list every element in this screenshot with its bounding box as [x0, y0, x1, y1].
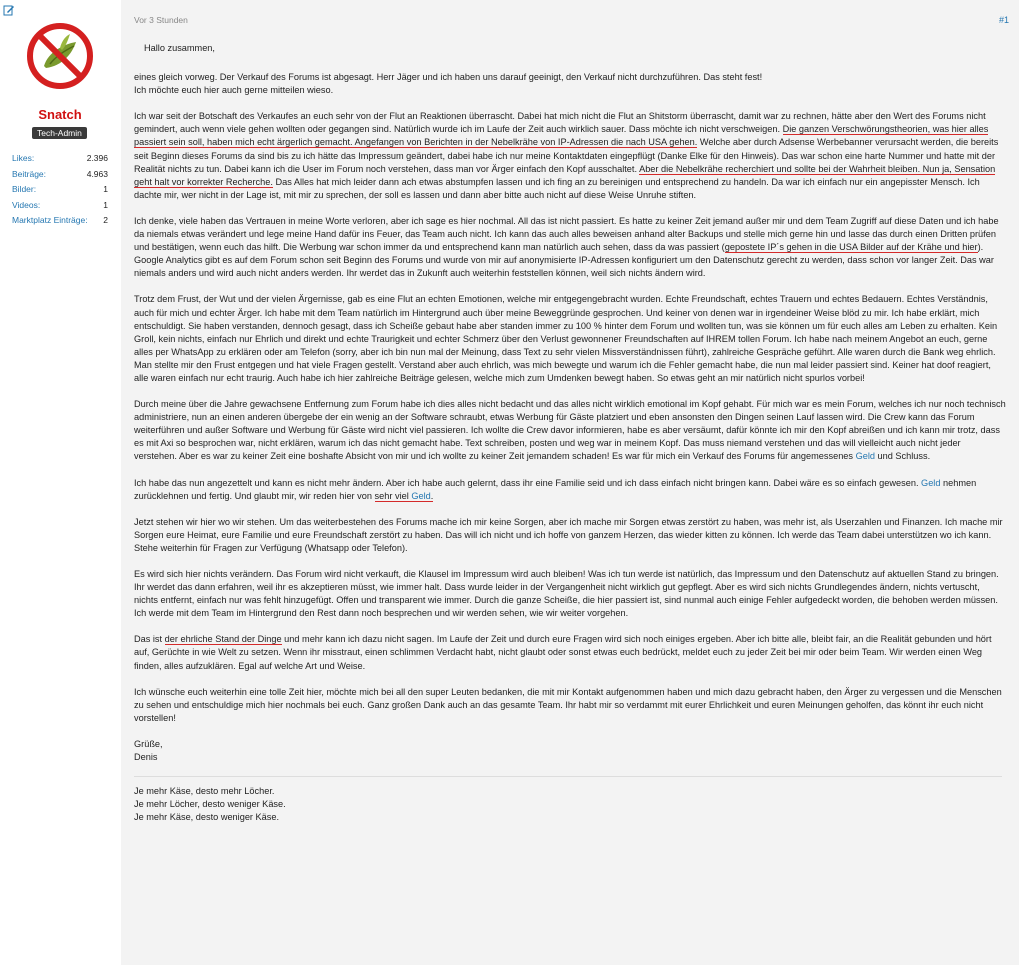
post-content-area	[121, 0, 1019, 965]
text: Ich denke, viele haben das Vertrauen in meine Worte verloren, aber ich sage es hier nochmal. All das ist nicht passiert. Es hatte zu keiner Zeit jemand außer mir und dem Team Zugriff auf diese Daten und ich habe da niemals etwas verändert und lege meine Hand dafür ins Feuer, das Team auch nicht. Ich kann das auch alles beweisen anhand alter Backups und stelle mich gerne hin und lasse das durch einen Dritten prüfen und bestätigen, wenn euch das hilft. Die Werbung war schon immer da und entsprechend kann man natürlich auch sehen, dass da was passiert (	[134, 215, 999, 253]
paragraph	[134, 633, 1006, 672]
stat-value: 4.963	[86, 168, 108, 179]
stat-label[interactable]: Beiträge:	[12, 168, 47, 179]
geld-link[interactable]: Geld	[921, 477, 941, 488]
avatar[interactable]	[26, 22, 94, 90]
stat-value: 1	[103, 199, 108, 210]
paragraph	[134, 110, 1006, 202]
stat-images	[12, 184, 108, 200]
text: ). Google Analytics gibt es auf dem Forum schon seit Beginn des Forums und wurde von mir auf anonymisierte IP-Adressen konfiguriert um den Datenschutz gerecht zu werden, dass schon vor langer Zeit. Das war niemals anders und wird auch nicht anders werden. Ihr werdet das in Zukunft auch weiterhin feststellen können, weil sich nichts ändern wird.	[134, 242, 994, 279]
text: Denis	[134, 752, 158, 763]
stat-value: 2	[103, 215, 108, 225]
text: eines gleich vorweg. Der Verkauf des Forums ist abgesagt. Herr Jäger und ich haben uns darauf geeinigt, den Verkauf nicht durchzuführen. Das steht fest!	[134, 72, 763, 83]
text: Ich war seit der Botschaft des Verkaufes an euch sehr von der Flut an Reaktionen überrascht. Dabei hat mich nicht die Flut an Shitstorm überrascht, damit war zu rechnen, hätte aber den Wert des Forums nicht gemindert, auch wenn viele gehen wollten oder gegangen sind. Natürlich wurde ich im Laufe der Zeit auch wirklich sauer. Dass möchte ich nicht verschweigen.	[134, 111, 986, 135]
stat-label[interactable]: Marktplatz Einträge:	[12, 215, 88, 225]
paragraph: Ich wünsche euch weiterhin eine tolle Zeit hier, möchte mich bei all den super Leuten bedanken, die mit mir Kontakt aufgenommen haben und mich dazu gebracht haben, den Ärger zu vergessen und die Menschen zu sehen und entschuldige mich hier nochmals bei euch. Ganz großen Dank auch an das gesamte Team. Ihr habt mir so verdammt mit eurer Ehrlichkeit und euren Meinungen geholfen, das könnt ihr euch nicht vorstellen!	[134, 686, 1002, 723]
text: nehmen zurücklehnen und fertig. Und glaubt mir, wir reden hier von	[134, 477, 977, 501]
highlighted-text: Die ganzen Verschwörungstheorien, was hier alles passiert sein soll, haben mich echt ärgerlich gemacht. Angefangen von Berichten in der Nebelkrähe von IP-Adressen die nach USA gehen.	[134, 124, 989, 148]
text: Das Alles hat mich leider dann ach etwas abstumpfen lassen und ich fing an zu bereinigen und entsprechend zu handeln. Da war ich einfach nur ein angepisster Mensch. Ich dachte mir, wer nicht in der Lage ist, mit mir zu sprechen, der soll es lassen und dann aber bitte auch nicht auf diese Weise Unruhe stiften.	[134, 176, 980, 200]
stat-marketplace	[12, 215, 108, 231]
text: Das ist	[134, 634, 165, 645]
signature	[134, 785, 1006, 824]
post-timestamp[interactable]: Vor 3 Stunden	[134, 15, 188, 25]
text: und Schluss.	[875, 451, 931, 462]
text: und mehr kann ich dazu nicht sagen. Im Laufe der Zeit und durch eure Fragen wird sich noch einiges ergeben. Aber ich bitte alle, bleibt fair, an die Realität gebunden und hört auf, Gerüchte in wie Welt zu setzen. Wenn ihr misstraut, einen schlimmen Verdacht habt, nicht glaubt oder sonst etwas euch bedrückt, meldet euch zu jeder Zeit bei mir oder beim Team. Wir werden einen Weg finden, alles aufzuklären. Egal auf welche Art und Weise.	[134, 634, 992, 671]
text: Grüße,	[134, 738, 163, 749]
paragraph	[134, 398, 1006, 463]
paragraph	[134, 215, 1006, 280]
stat-videos	[12, 200, 108, 216]
signature-line: Je mehr Käse, desto mehr Löcher.	[134, 786, 275, 797]
paragraph	[134, 477, 1006, 503]
role-badge: Tech-Admin	[32, 127, 87, 139]
edit-icon[interactable]	[3, 3, 15, 15]
user-sidebar	[0, 0, 120, 965]
text: Welche aber durch Adsense Werbebanner verursacht werden, die bereits seit Beginn dieses Forums da sind bis zu ich hätte das Impressum geändert, dabei habe ich nur meine Kontaktdaten eingepflügt (Danke Elke für den Hinweis). Das war schon eine harte Nummer und hatte mit der Realität nichts zu tun. Dabei kann ich die User im Forum noch verstehen, dass man vor Ärger einfach den Kopf ausschaltet.	[134, 137, 999, 174]
paragraph: Trotz dem Frust, der Wut und der vielen Ärgernisse, gab es eine Flut an echten Emotionen, welche mir entgegengebracht wurden. Echte Freundschaft, echtes Trauern und echtes Bedauern. Echtes Verständnis, auch für mich und echter Ärger. Ich habe mit dem Team natürlich im Hintergrund auch über meine Beweggründe gesprochen. Und keiner von denen war in irgendeiner Weise blöd zu mir. Ich habe erklärt, mich entschuldigt. Sie haben verstanden, dennoch gesagt, dass ich Scheiße gebaut habe aber standen immer zu 100 % hinter dem Forum und wollten tun, was sie können um für euch alles am Leben zu erhalten. Kein Groll, kein nichts, einfach nur Ehrlich und direkt und echte Traurigkeit und echter Schmerz über den Verlust gewonnener Freundschaften auf IHREM tollen Forum. Ich habe nach meinem Angebot an euch, gerne alles per WhatsApp zu erklären oder am Telefon (sorry, aber ich bin nun mal der Meinung, dass Text zu sehr vielen Missverständnissen führt), zahlreiche Gespräche geführt. Alle waren durch die Bank weg ehrlich. Man stellte mir den Frust entgegen und hat viele Fragen gestellt. Verstand aber auch ehrlich, was mich bewegte und warum ich die Fehler gemacht habe, die nun mal leider passiert sind. Keiner hat doof reagiert, alle waren einfach nur echt traurig. Auch habe ich hier zahlreiche Beiträge gelesen, welche mich zum Umdenken bewegt haben. So etwas geht an mir natürlich nicht spurlos vorbei!	[134, 294, 998, 383]
paragraph: Es wird sich hier nichts verändern. Das Forum wird nicht verkauft, die Klausel im Impressum wird auch bleiben! Was ich tun werde ist natürlich, das Impressum und den Datenschutz auf aktuellen Stand zu bringen. Ihr werdet das dann erfahren, weil ihr es akzeptieren müsst, wie immer halt. Dass wurde leider in der Vergangenheit nicht wirklich gut gepflegt. Aber es wird sich nichts Grundlegendes ändern, nichts vertuscht, nichts entfernt, einfach nur was fehlt hinzugefügt. Offen und transparent wie immer. Durch die ganze Scheiße, die hier passiert ist, sind nunmal auch einige Fehler aufgedeckt worden, die behoben werden müssen. Ich werde mit dem Team im Hintergrund den Rest dann noch besprechen und wir werden sehen, wie wir weiter vorgehen.	[134, 569, 999, 619]
stat-posts	[12, 169, 108, 185]
highlighted-text: Aber die Nebelkrähe recherchiert und sollte bei der Wahrheit bleiben. Nun ja, Sensation geht halt vor korrekter Recherche.	[134, 163, 996, 187]
paragraph	[134, 71, 1006, 97]
username[interactable]: Snatch	[38, 107, 82, 122]
stat-label[interactable]: Bilder:	[12, 184, 37, 194]
text: Durch meine über die Jahre gewachsene Entfernung zum Forum habe ich dies alles nicht bedacht und das alles nicht wirklich emotional im Kopf gehabt. Für mich war es mein Forum, welches ich nur noch technisch administriere, nun an einen anderen übergebe der ein wenig an der Software schraubt, etwas Werbung für Gäste platziert und eben ansonsten den Dingen seinen Lauf lassen wird. Die Crew kann das Forum weiterführen und außer Software und Werbung für Gäste wird nicht viel passieren. Ich wollte die Crew davor informieren, habe es aber versäumt, dafür könnte ich mir den Kopf abreißen und ich kann mir trotz, dass es mit Axi so besprochen war, nicht erklären, warum ich das nicht gemacht habe. Text schreiben, posten und weg war in meinem Kopf. Das muss niemand verstehen und das will vielleicht auch nicht jeder verstehen. Aber es war zu keiner Zeit eine boshafte Absicht von mir und ich wollte zu keiner Zeit jemandem schaden! Es war für mich ein Verkauf des Forums für angemessenes	[134, 399, 1006, 462]
post-body	[134, 42, 1006, 824]
stat-value: 2.396	[86, 153, 108, 163]
post-number-link[interactable]: #1	[998, 15, 1009, 25]
greeting: Hallo zusammen,	[144, 43, 215, 53]
stat-likes	[12, 153, 108, 169]
paragraph: Jetzt stehen wir hier wo wir stehen. Um das weiterbestehen des Forums mache ich mir keine Sorgen, aber ich mache mir Sorgen etwas zerstört zu haben, was mehr ist, als Userzahlen und Finanzen. Ich mache mir Sorgen eure Heimat, eure Familie und eure Freundschaft zerstört zu haben. Das will ich nicht und ich hoffe von ganzem Herzen, das wieder kitten zu können. Ich werde das Team dabei unterstützen wo ich kann. Stehe weiterhin für Fragen zur Verfügung (Whatsapp oder Telefon).	[134, 516, 1003, 553]
text: .	[430, 490, 434, 501]
text: sehr viel	[374, 490, 412, 501]
highlighted-text: der ehrliche Stand der Dinge	[164, 634, 282, 645]
signature-line: Je mehr Löcher, desto weniger Käse.	[134, 799, 286, 810]
signature-line: Je mehr Käse, desto weniger Käse.	[134, 812, 280, 823]
geld-link[interactable]: Geld	[411, 490, 431, 501]
stat-label[interactable]: Videos:	[12, 199, 41, 210]
geld-link[interactable]: Geld	[855, 451, 875, 462]
stat-label[interactable]: Likes:	[12, 153, 35, 163]
closing	[134, 738, 1006, 764]
highlighted-text: gepostete IP´s gehen in die USA Bilder auf der Krähe und hier	[724, 242, 978, 253]
highlighted-text	[375, 491, 434, 502]
text: Ich möchte euch hier auch gerne mitteilen wieso.	[134, 85, 334, 96]
stat-value: 1	[103, 184, 108, 194]
signature-divider	[134, 776, 1002, 777]
user-stats	[12, 153, 108, 231]
text: Ich habe das nun angezettelt und kann es nicht mehr ändern. Aber ich habe auch gelernt, dass ihr eine Familie seid und ich dass einfach nicht bringen kann. Dabei wäre es so einfach gewesen.	[134, 477, 922, 488]
